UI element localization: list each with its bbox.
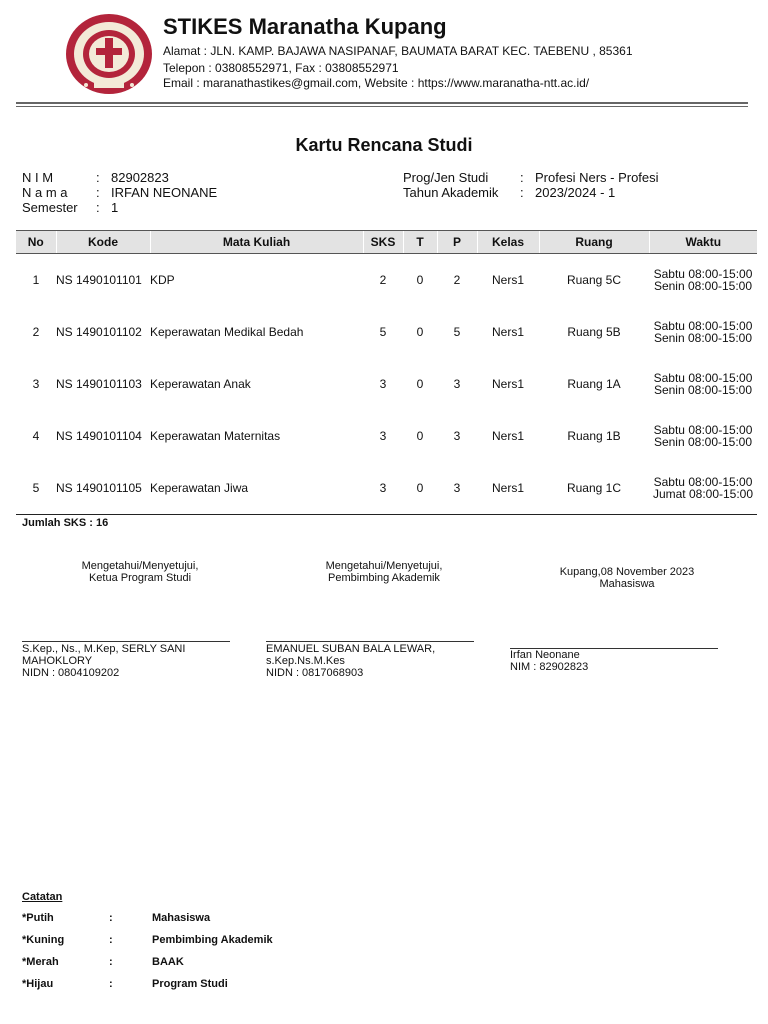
note-target: BAAK (152, 956, 184, 968)
header-divider (16, 102, 748, 104)
table-row (16, 306, 757, 358)
cell-no: 1 (32, 273, 40, 287)
notes-title: Catatan (22, 891, 63, 903)
header-ruang: Ruang (539, 231, 649, 254)
cell-no: 4 (32, 429, 40, 443)
mahasiswa-name: Irfan Neonane (510, 649, 580, 661)
cell-p: 3 (437, 462, 477, 515)
tahun-colon: : (520, 185, 524, 200)
mahasiswa-heading-line-2: Mahasiswa (599, 578, 655, 590)
cell-t: 0 (416, 429, 424, 443)
cell-t: 0 (403, 462, 437, 515)
cell-no: 3 (32, 377, 40, 391)
cell-p: 3 (453, 377, 461, 391)
cell-no: 5 (16, 462, 56, 515)
institution-name: STIKES Maranatha Kupang (163, 14, 447, 39)
note-colon: : (109, 978, 113, 990)
cell-p: 2 (453, 273, 461, 287)
signature-date: Kupang,08 November 2023 (559, 566, 695, 578)
header-mata-kuliah: Mata Kuliah (150, 231, 363, 254)
cell-kelas: Ners1 (491, 377, 524, 391)
header-divider-thin (16, 106, 748, 107)
pembimbing-signature-heading (284, 560, 484, 584)
mahasiswa-nim: NIM : 82902823 (510, 661, 589, 673)
cell-waktu (649, 462, 757, 515)
pembimbing-signatory (266, 643, 496, 679)
cell-no: 2 (32, 325, 40, 339)
kaprodi-heading-line-1: Mengetahui/Menyetujui, (81, 560, 199, 572)
cell-mata-kuliah: Keperawatan Medikal Bedah (150, 325, 304, 339)
waktu-line-2: Senin 08:00-15:00 (653, 435, 753, 449)
kaprodi-name-line-2: MAHOKLORY (22, 655, 93, 667)
waktu-line-1: Sabtu 08:00-15:00 (653, 371, 753, 385)
cell-sks: 2 (379, 273, 387, 287)
cell-sks: 5 (379, 325, 387, 339)
nim-colon: : (96, 170, 100, 185)
cell-sks: 3 (363, 462, 403, 515)
institution-contact: Email : maranathastikes@gmail.com, Website : https://www.maranatha-ntt.ac.id/ (163, 76, 590, 90)
cell-kelas: Ners1 (491, 325, 524, 339)
cell-kode: NS 1490101101 (56, 273, 142, 287)
cell-waktu (649, 358, 757, 410)
semester-value: 1 (111, 200, 119, 215)
cell-mata-kuliah: Keperawatan Maternitas (150, 429, 281, 443)
cell-sks: 3 (379, 377, 387, 391)
kaprodi-signatory (22, 643, 252, 679)
waktu-line-1: Sabtu 08:00-15:00 (653, 475, 753, 489)
cell-p: 5 (453, 325, 461, 339)
cell-ruang: Ruang 1B (567, 429, 621, 443)
cell-kelas: Ners1 (491, 429, 524, 443)
waktu-line-1: Sabtu 08:00-15:00 (653, 423, 753, 437)
name-colon: : (96, 185, 100, 200)
waktu-line-2: Senin 08:00-15:00 (653, 279, 753, 293)
cell-t: 0 (416, 377, 424, 391)
pembimbing-heading-line-1: Mengetahui/Menyetujui, (325, 560, 443, 572)
prodi-colon: : (520, 170, 524, 185)
cell-p: 3 (453, 429, 461, 443)
table-row (16, 462, 757, 515)
kaprodi-signature-heading (40, 560, 240, 584)
kaprodi-name-line-1: S.Kep., Ns., M.Kep, SERLY SANI (22, 643, 186, 655)
table-row (16, 410, 757, 462)
name-label: N a m a (22, 185, 68, 200)
cell-mata-kuliah: Keperawatan Jiwa (150, 462, 363, 515)
header-waktu: Waktu (649, 231, 757, 254)
name-value: IRFAN NEONANE (111, 185, 218, 200)
prodi-label: Prog/Jen Studi (403, 170, 489, 185)
note-target: Pembimbing Akademik (152, 934, 273, 946)
header-p: P (437, 231, 477, 254)
pembimbing-heading-line-2: Pembimbing Akademik (328, 572, 440, 584)
institution-address: Alamat : JLN. KAMP. BAJAWA NASIPANAF, BAUMATA BARAT KEC. TAEBENU , 85361 (163, 44, 633, 58)
cell-mata-kuliah: Keperawatan Anak (150, 377, 251, 391)
total-sks: Jumlah SKS : 16 (22, 517, 109, 529)
note-colon: : (109, 934, 113, 946)
tahun-label: Tahun Akademik (403, 185, 499, 200)
waktu-line-2: Senin 08:00-15:00 (653, 383, 753, 397)
cell-kode: NS 1490101105 (56, 462, 150, 515)
kaprodi-heading-line-2: Ketua Program Studi (88, 572, 192, 584)
waktu-line-1: Sabtu 08:00-15:00 (653, 319, 753, 333)
semester-colon: : (96, 200, 100, 215)
note-color: *Merah (22, 956, 59, 968)
mahasiswa-signature-heading (527, 566, 727, 590)
header-sks: SKS (363, 231, 403, 254)
tahun-value: 2023/2024 - 1 (535, 185, 616, 200)
cell-ruang: Ruang 1C (539, 462, 649, 515)
semester-label: Semester (22, 200, 78, 215)
waktu-line-2: Jumat 08:00-15:00 (652, 487, 754, 501)
document-title: Kartu Rencana Studi (295, 135, 473, 155)
pembimbing-name-line-1: EMANUEL SUBAN BALA LEWAR, (266, 643, 436, 655)
cell-sks: 3 (379, 429, 387, 443)
cell-mata-kuliah: KDP (150, 273, 175, 287)
pembimbing-nidn: NIDN : 0817068903 (266, 667, 364, 679)
note-color: *Hijau (22, 978, 54, 990)
cell-ruang: Ruang 1A (567, 377, 621, 391)
institution-logo (64, 12, 154, 96)
table-row (16, 254, 757, 307)
note-colon: : (109, 912, 113, 924)
cell-waktu (649, 410, 757, 462)
table-row (16, 358, 757, 410)
table-header-row (16, 231, 757, 254)
prodi-value: Profesi Ners - Profesi (535, 170, 659, 185)
cell-waktu (649, 254, 757, 307)
cell-kode: NS 1490101104 (56, 429, 142, 443)
waktu-line-2: Senin 08:00-15:00 (653, 331, 753, 345)
cell-kode: NS 1490101102 (56, 325, 142, 339)
cell-t: 0 (416, 325, 424, 339)
header-no: No (16, 231, 56, 254)
note-color: *Kuning (22, 934, 65, 946)
cell-kode: NS 1490101103 (56, 377, 142, 391)
header-t: T (403, 231, 437, 254)
cell-ruang: Ruang 5C (566, 273, 622, 287)
note-target: Program Studi (152, 978, 228, 990)
course-table (16, 230, 757, 515)
cell-ruang: Ruang 5B (567, 325, 621, 339)
kaprodi-signature-line (22, 641, 230, 642)
pembimbing-signature-line (266, 641, 474, 642)
nim-label: N I M (22, 170, 54, 185)
note-colon: : (109, 956, 113, 968)
note-color: *Putih (22, 912, 54, 924)
kaprodi-nidn: NIDN : 0804109202 (22, 667, 120, 679)
cell-waktu (649, 306, 757, 358)
mahasiswa-signatory (510, 649, 740, 673)
note-target: Mahasiswa (152, 912, 211, 924)
waktu-line-1: Sabtu 08:00-15:00 (653, 267, 753, 281)
header-kelas: Kelas (477, 231, 539, 254)
pembimbing-name-line-2: s.Kep.Ns.M.Kes (266, 655, 345, 667)
cell-kelas: Ners1 (491, 273, 524, 287)
nim-value: 82902823 (111, 170, 169, 185)
header-kode: Kode (56, 231, 150, 254)
cell-kelas: Ners1 (477, 462, 539, 515)
institution-phone: Telepon : 03808552971, Fax : 03808552971 (163, 61, 399, 75)
cell-t: 0 (416, 273, 424, 287)
